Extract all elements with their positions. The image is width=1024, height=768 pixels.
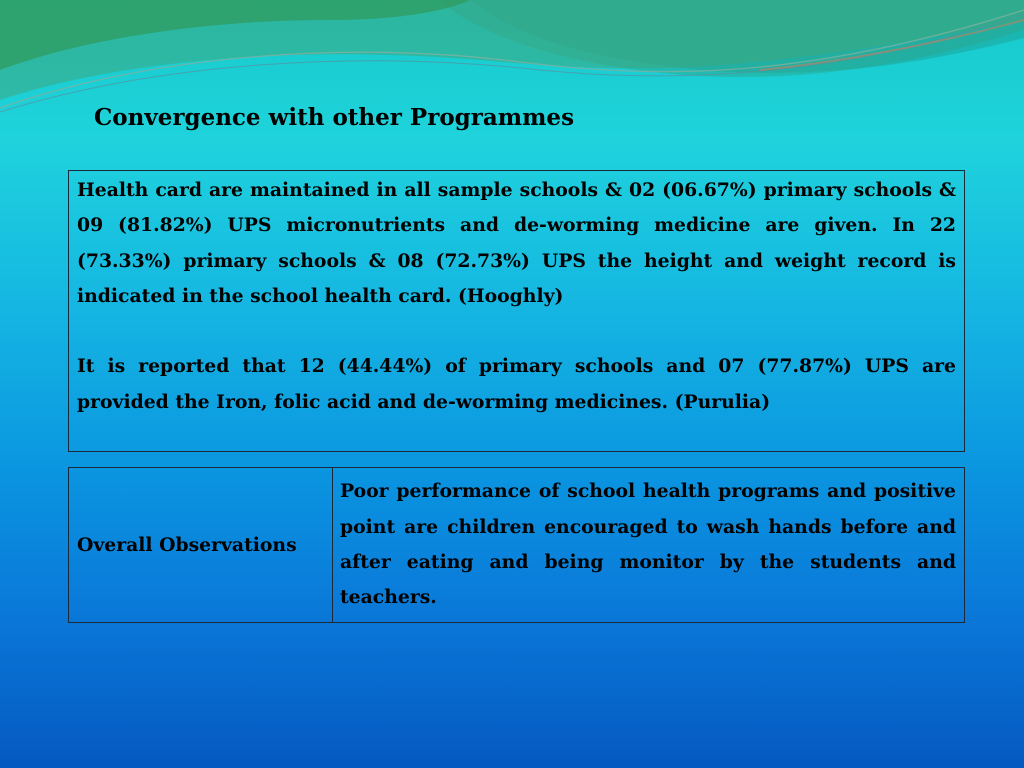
observations-table [68, 467, 965, 623]
slide-title: Convergence with other Programmes [94, 104, 575, 131]
purulia-paragraph: It is reported that 12 (44.44%) of primary schools and 07 (77.87%) UPS are provided the Iron, folic acid and de-worming medicines. (Purulia) [77, 355, 956, 413]
paragraph-spacer [77, 314, 956, 349]
convergence-text-box [68, 170, 965, 452]
observations-text: Poor performance of school health programs and positive point are children encouraged to wash hands before and after eating and being monitor by the students and teachers. [333, 468, 965, 623]
hooghly-paragraph: Health card are maintained in all sample schools & 02 (06.67%) primary schools & 09 (81.82%) UPS micronutrients and de-worming medicine are given. In 22 (73.33%) primary schools & 08 (72.73%) UPS the height and weight record is indicated in the school health card. (Hooghly) [77, 179, 956, 307]
observations-row [69, 468, 965, 623]
observations-label: Overall Observations [69, 468, 333, 623]
